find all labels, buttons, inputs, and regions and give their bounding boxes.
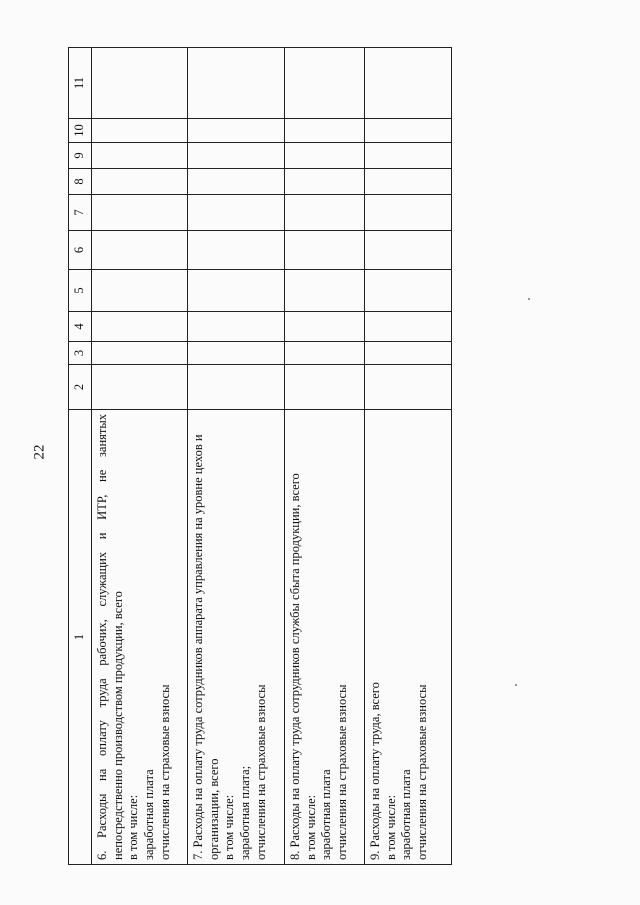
page-number [31,444,48,460]
row-line: 6. Расходы на оплату труда рабочих, служащих и ИТР, не занятых [95,414,109,860]
row-line: заработная плата [399,769,414,860]
table-cell [365,312,452,342]
row-line: отчисления на страховые взносы [157,684,172,860]
table-cell [92,169,188,195]
row-line: 7. Расходы на оплату труда сотрудников аппарата управления на уровне цехов и [191,434,205,860]
table-cell [188,270,285,312]
table-cell [92,231,188,270]
row-description [188,410,285,865]
row-line: в том числе: [222,794,237,860]
table-cell [365,195,452,231]
table-cell [365,119,452,143]
table-cell [365,143,452,169]
table-cell [188,231,285,270]
table-cell [285,169,365,195]
table-cell [188,48,285,119]
scan-speck [528,298,530,300]
row-line: заработная плата [319,769,334,860]
table-cell [285,143,365,169]
table-cell [285,270,365,312]
table-cell [92,119,188,143]
table-cell [285,312,365,342]
scan-speck [515,684,517,686]
row-line: заработная плата [141,769,156,860]
table-cell [92,195,188,231]
row-description [285,410,365,865]
table-cell [285,195,365,231]
table-cell [285,48,365,119]
table-cell [188,342,285,365]
table-cell [365,342,452,365]
col-header: 11 [69,48,92,119]
table-cell [365,365,452,410]
table-cell [92,143,188,169]
row-line: отчисления на страховые взносы [414,684,429,860]
table-cell [365,231,452,270]
col-header: 10 [69,119,92,143]
col-header: 9 [69,143,92,169]
row-line: непосредственно производством продукции, всего [110,591,125,860]
col-header: 3 [69,342,92,365]
table-cell [365,48,452,119]
table-cell [92,342,188,365]
table-cell [188,143,285,169]
table-cell [285,365,365,410]
table-cell [188,119,285,143]
table-cell [188,312,285,342]
col-header: 6 [69,231,92,270]
row-line: заработная плата; [237,765,252,860]
table-row [285,48,365,865]
table-row [365,48,452,865]
col-header: 7 [69,195,92,231]
table-cell [285,231,365,270]
table-cell [285,119,365,143]
table-cell [92,365,188,410]
rotated-table-container [68,48,450,865]
table-cell [92,312,188,342]
table-cell [188,169,285,195]
col-header: 2 [69,365,92,410]
row-description [92,410,188,865]
row-line: отчисления на страховые взносы [334,684,349,860]
row-line: 9. Расходы на оплату труда, всего [368,682,382,860]
col-header: 8 [69,169,92,195]
row-line: в том числе: [383,794,398,860]
col-header: 4 [69,312,92,342]
col-header: 1 [69,410,92,865]
table-row [188,48,285,865]
col-header: 5 [69,270,92,312]
expenses-table [68,47,452,865]
row-description [365,410,452,865]
table-cell [365,169,452,195]
row-line: организации, всего [206,758,221,860]
table-cell [92,48,188,119]
row-line: 8. Расходы на оплату труда сотрудников службы сбыта продукции, всего [288,473,302,860]
row-line: в том числе: [126,794,141,860]
table-row [92,48,188,865]
table-header-row [69,48,92,865]
table-cell [92,270,188,312]
page-number-text: 22 [31,444,48,460]
table-cell [365,270,452,312]
table-cell [285,342,365,365]
row-line: отчисления на страховые взносы [253,684,268,860]
row-line: в том числе: [303,794,318,860]
table-cell [188,365,285,410]
table-cell [188,195,285,231]
